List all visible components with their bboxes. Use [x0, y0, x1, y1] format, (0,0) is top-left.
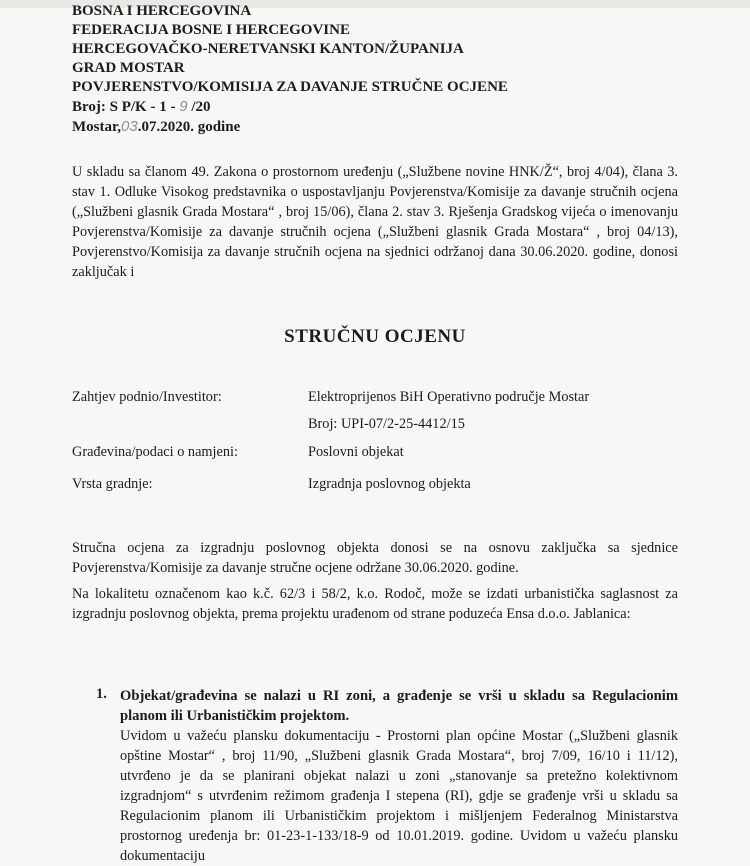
document-title: STRUČNU OCJENU — [284, 326, 466, 347]
country-line: BOSNA I HERCEGOVINA — [72, 3, 252, 19]
federation-line: FEDERACIJA BOSNE I HERCEGOVINE — [72, 22, 350, 38]
basis-paragraph: Stručna ocjena za izgradnju poslovnog objekta donosi se na osnovu zaključka sa sjednice Povjerenstva/Komisije za davanje stručne ocjene održane 30.06.2020. godine. — [72, 540, 678, 576]
building-value: Poslovni objekat — [308, 444, 404, 460]
canton-line: HERCEGOVAČKO-NERETVANSKI KANTON/ŽUPANIJA — [72, 41, 464, 57]
construction-type-value: Izgradnja poslovnog objekta — [308, 476, 471, 492]
handwritten-number: 9 — [179, 98, 188, 115]
construction-type-label: Vrsta gradnje: — [72, 476, 153, 492]
applicant-value: Elektroprijenos BiH Operativno područje Mostar — [308, 389, 590, 405]
commission-line: POVJERENSTVO/KOMISIJA ZA DAVANJE STRUČNE OCJENE — [72, 79, 508, 95]
item-body: Uvidom u važeću plansku dokumentaciju - Prostorni plan općine Mostar („Službeni glasnik opštine Mostar“ , broj 11/90, „Službeni glasnik Grada Mostara“, broj 7/09, 16/10 i 11/12), utvrđeno je da se planirani objekat nalazi u zoni „stanovanje sa pretežno kolektivnom izgradnjom“ s utvrđenim režimom građenja I stepena (RI), gdje se građenje vrši u skladu sa Regulacionim planom ili Urbanističkim projektom i mišljenjem Federalnog Ministarstva prostornog uređenja br: 01-23-1-133/18-9 od 10.01.2019. godine. Uvidom u važeću plansku dokumentaciju — [120, 728, 678, 864]
intro-paragraph: U skladu sa članom 49. Zakona o prostornom uređenju („Službene novine HNK/Ž“, broj 4/04), člana 3. stav 1. Odluke Visokog predstavnika o uspostavljanju Povjerenstva/Komisije za davanje stručnih ocjena („Službeni glasnik Grada Mostara“ , broj 15/06), člana 2. stav 3. Rješenja Gradskog vijeća o imenovanju Povjerenstva/Komisije za davanje stručnih ocjena („Službeni glasnik Grada Mostara“ , broj 04/13), Povjerenstvo/Komisija za davanje stručnih ocjena na sjednici održanoj dana 30.06.2020. godine, donosi zaključak i — [72, 164, 678, 280]
place-date: Mostar,03.07.2020. godine — [72, 118, 241, 135]
handwritten-day: 03 — [121, 118, 138, 135]
item-number: 1. — [96, 686, 107, 702]
applicant-label: Zahtjev podnio/Investitor: — [72, 389, 222, 405]
building-label: Građevina/podaci o namjeni: — [72, 444, 238, 460]
case-number: Broj: UPI-07/2-25-4412/15 — [308, 416, 465, 432]
location-paragraph: Na lokalitetu označenom kao k.č. 62/3 i 58/2, k.o. Rodoč, može se izdati urbanistička saglasnost za izgradnju poslovnog objekta, prema projektu urađenom od strane poduzeća Ensa d.o.o. Jablanica: — [72, 586, 678, 622]
city-line: GRAD MOSTAR — [72, 60, 185, 76]
letterhead — [72, 2, 508, 137]
reference-number: Broj: S P/K - 1 - 9 /20 — [72, 98, 211, 115]
item-heading: Objekat/građevina se nalazi u RI zoni, a građenje se vrši u skladu sa Regulacionim planom ili Urbanističkim projektom. — [120, 688, 678, 724]
